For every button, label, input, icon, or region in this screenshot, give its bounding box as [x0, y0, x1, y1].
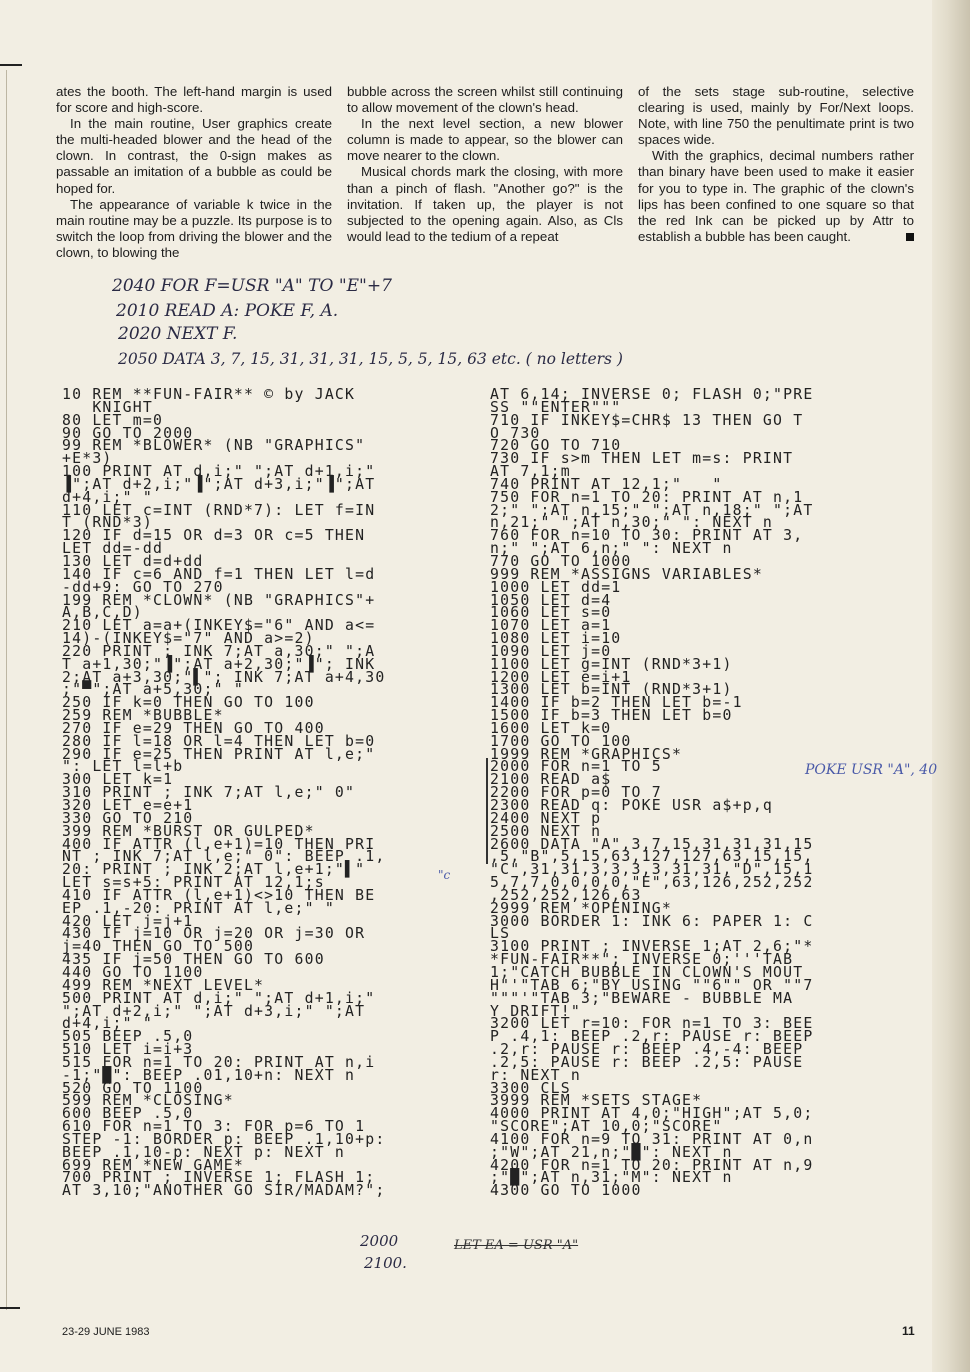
code-line: STEP -1: BORDER p: BEEP .1,10+p:	[62, 1130, 386, 1148]
code-line: 700 PRINT ; INVERSE 1; FLASH 1;	[62, 1169, 376, 1187]
code-line: +E*3)	[62, 450, 113, 468]
code-line: 4000 PRINT AT 4,0;"HIGH";AT 5,0;	[490, 1105, 814, 1123]
code-line: ▐";AT d+2,i;"▐";AT d+3,i;"▐";AT	[62, 475, 376, 493]
code-line: 80 LET m=0	[62, 411, 164, 429]
code-line: "SCORE";AT 10,0;"SCORE"	[490, 1118, 723, 1136]
code-line: 210 LET a=a+(INKEY$="6" AND a<=	[62, 617, 376, 635]
code-line: .2,5: PAUSE r: BEEP .2,5: PAUSE	[490, 1053, 804, 1071]
code-line: -dd+9: GO TO 270	[62, 578, 224, 596]
code-line: j=40 THEN GO TO 500	[62, 938, 255, 956]
code-line: 220 PRINT ; INK 7;AT a,30;" ";A	[62, 642, 376, 660]
code-line: 320 LET e=e+1	[62, 797, 194, 814]
code-line: 4300 GO TO 1000	[490, 1182, 642, 1200]
code-line: 10 REM **FUN-FAIR** © by JACK	[62, 386, 356, 403]
code-line: 399 REM *BURST OR GULPED*	[62, 822, 315, 840]
code-line: 250 IF k=0 THEN GO TO 100	[62, 694, 315, 712]
code-line: 290 IF e=25 THEN PRINT AT l,e;"	[62, 745, 376, 763]
code-line: NT ; INK 7;AT l,e;" 0": BEEP .1,	[62, 848, 386, 866]
code-line: 500 PRINT AT d,i;" ";AT d+1,i;"	[62, 989, 376, 1007]
code-line: 2999 REM *OPENING*	[490, 899, 672, 917]
footer-date: 23-29 JUNE 1983	[62, 1326, 150, 1338]
code-line: 710 IF INKEY$=CHR$ 13 THEN GO T	[490, 411, 804, 429]
page-binding	[932, 0, 970, 1372]
code-line: 505 BEEP .5,0	[62, 1028, 194, 1046]
paragraph: of the sets stage sub-routine, selective clearing is used, mainly by For/Next loops. Note, with line 750 the penultimate print is two spaces wide.	[638, 84, 914, 148]
code-line: 330 GO TO 210	[62, 809, 194, 827]
code-line: 699 REM *NEW GAME*	[62, 1156, 244, 1174]
code-line: ,252,252,126,63	[490, 886, 642, 904]
code-line: 1000 LET dd=1	[490, 578, 622, 596]
code-line: 280 IF l=18 OR l=4 THEN LET b=0	[62, 732, 376, 750]
code-line: 4100 FOR n=9 TO 31: PRINT AT 0,n	[490, 1130, 814, 1148]
code-line: 999 REM *ASSIGNS VARIABLES*	[490, 565, 763, 583]
code-line: 270 IF e=29 THEN GO TO 400	[62, 719, 325, 737]
handwritten-bracket	[486, 758, 491, 864]
code-line: ;"█";AT n,31;"M": NEXT n	[490, 1169, 733, 1187]
code-line: 3300 CLS	[490, 1079, 571, 1097]
paragraph: Musical chords mark the closing, with more than a pinch of flash. "Another go?" is the invitation. If taken up, the player is not subjected to the opening again. Also, as Cls would lead to the tedium of a repeat	[347, 164, 623, 244]
code-line: 3999 REM *SETS STAGE*	[490, 1092, 703, 1110]
code-line: KNIGHT	[62, 398, 153, 416]
code-line: ,5,"B",5,15,63,127,127,63,15,15,	[490, 848, 814, 866]
code-line: 120 IF d=15 OR d=3 OR c=5 THEN	[62, 527, 366, 545]
code-line: 3200 LET r=10: FOR n=1 TO 3: BEE	[490, 1015, 814, 1033]
code-line: n,21;" ";AT n,30;" ": NEXT n	[490, 514, 774, 532]
code-line: 5,7,7,0,0,0,0,"E",63,126,252,252	[490, 874, 814, 892]
article-column-1	[56, 84, 332, 261]
code-line: 140 IF c=6 AND f=1 THEN LET l=d	[62, 565, 376, 583]
code-line: 440 GO TO 1100	[62, 963, 204, 981]
code-line: LET s=s+5: PRINT AT 12,1;s	[62, 874, 325, 892]
code-line: d+4,i;" "	[62, 488, 153, 506]
handwritten-line-4: 2050 DATA 3, 7, 15, 31, 31, 31, 15, 5, 5, 15, 63 etc. ( no letters )	[118, 350, 623, 368]
code-line: 1060 LET s=0	[490, 604, 612, 622]
code-line: 2100 READ a$	[490, 771, 612, 789]
code-line: O 730	[490, 424, 541, 442]
code-line: 510 LET i=i+3	[62, 1041, 194, 1059]
top-rule	[0, 64, 22, 66]
code-line: 3000 BORDER 1: INK 6: PAPER 1: C	[490, 912, 814, 930]
code-line: 2;" ";AT n,15;" ";AT n,18;" ";AT	[490, 501, 814, 519]
bottom-rule	[0, 1307, 20, 1309]
paragraph: In the next level section, a new blower column is made to appear, so the blower can move nearer to the clown.	[347, 116, 623, 164]
code-line: 1070 LET a=1	[490, 617, 612, 635]
code-line: 750 FOR n=1 TO 20: PRINT AT n,1	[490, 488, 804, 506]
code-line: P .4,1: BEEP .2,r: PAUSE r: BEEP	[490, 1028, 814, 1046]
paragraph: The appearance of variable k twice in the main routine may be a puzzle. Its purpose is to switch the loop from driving the blower and the clown, to blowing the	[56, 196, 332, 260]
code-line: 1700 GO TO 100	[490, 732, 632, 750]
code-line: 520 GO TO 1100	[62, 1079, 204, 1097]
handwritten-bottom-2: 2100.	[364, 1254, 407, 1272]
code-line: AT 3,10;"ANOTHER GO SIR/MADAM?";	[62, 1182, 386, 1200]
code-line: 1300 LET b=INT (RND*3+1)	[490, 681, 733, 699]
code-line: 2500 NEXT n	[490, 822, 602, 840]
code-line: 515 FOR n=1 TO 20: PRINT AT n,i	[62, 1053, 376, 1071]
code-line: 2600 DATA "A",3,7,15,31,31,31,15	[490, 835, 814, 853]
code-line: 1100 LET g=INT (RND*3+1)	[490, 655, 733, 673]
code-line: 770 GO TO 1000	[490, 552, 632, 570]
code-line: ;"W";AT 21,n;"█": NEXT n	[490, 1143, 733, 1161]
code-line: A,B,C,D)	[62, 604, 143, 622]
basic-listing-right	[490, 386, 900, 1200]
handwritten-line-1: 2040 FOR F=USR "A" TO "E"+7	[112, 276, 392, 296]
code-line: """'"TAB 3;"BEWARE - BUBBLE MA	[490, 989, 794, 1007]
code-line: 1600 LET k=0	[490, 719, 612, 737]
code-line: 2200 FOR p=0 TO 7	[490, 784, 662, 802]
code-line: 300 LET k=1	[62, 771, 174, 789]
code-line: SS ""ENTER"""	[490, 398, 622, 416]
code-line: 720 GO TO 710	[490, 437, 622, 455]
code-line: 1;"CATCH BUBBLE IN CLOWN'S MOUT	[490, 963, 804, 981]
code-line: Y DRIFT!"	[490, 1002, 581, 1020]
code-line: 2;AT a+3,30;"▌"; INK 7;AT a+4,30	[62, 668, 386, 686]
code-line: 600 BEEP .5,0	[62, 1105, 194, 1123]
code-line: 130 LET d=d+dd	[62, 552, 204, 570]
code-line: 740 PRINT AT 12,1;" "	[490, 475, 723, 493]
handwritten-line-3: 2020 NEXT F.	[118, 324, 238, 344]
code-line: 14)-(INKEY$="7" AND a>=2)	[62, 630, 315, 648]
code-line: 435 IF j=50 THEN GO TO 600	[62, 951, 325, 969]
code-line: T a+1,30;"▐";AT a+2,30;"▐"; INK	[62, 655, 376, 673]
code-line: 199 REM *CLOWN* (NB "GRAPHICS"+	[62, 591, 376, 609]
code-line: 310 PRINT ; INK 7;AT l,e;" 0"	[62, 784, 356, 802]
code-line: 410 IF ATTR (l,e+1)<>10 THEN BE	[62, 886, 376, 904]
end-of-article-mark	[906, 233, 914, 241]
code-line: 99 REM *BLOWER* (NB "GRAPHICS"	[62, 437, 366, 455]
code-line: LS	[490, 925, 511, 943]
code-line: EP .1,-20: PRINT AT l,e;" "	[62, 899, 335, 917]
code-line: T (RND*3)	[62, 514, 153, 532]
code-line: 610 FOR n=1 TO 3: FOR p=6 TO 1	[62, 1118, 366, 1136]
paragraph: ates the booth. The left-hand margin is used for score and high-score.	[56, 84, 332, 116]
code-line: 1080 LET i=10	[490, 630, 622, 648]
code-line: d+4,i;" "	[62, 1015, 153, 1033]
code-line: 599 REM *CLOSING*	[62, 1092, 234, 1110]
code-line: AT 7,1;m	[490, 463, 571, 481]
code-line: 2000 FOR n=1 TO 5	[490, 758, 662, 776]
code-line: r: NEXT n	[490, 1066, 581, 1084]
code-line: ;"▀";AT a+5,30;" "	[62, 681, 244, 699]
code-line: 3100 PRINT ; INVERSE 1;AT 2,6;"*	[490, 938, 814, 956]
code-line: 2400 NEXT p	[490, 809, 602, 827]
page-number: 11	[902, 1324, 915, 1338]
article-column-3	[638, 84, 914, 261]
margin-line	[6, 70, 7, 1310]
code-line: 430 IF j=10 OR j=20 OR j=30 OR	[62, 925, 366, 943]
code-line: AT 6,14; INVERSE 0; FLASH 0;"PRE	[490, 386, 814, 403]
code-line: 1050 LET d=4	[490, 591, 612, 609]
code-line: -1;"█": BEEP .01,10+n: NEXT n	[62, 1066, 356, 1084]
code-line: 760 FOR n=10 TO 30: PRINT AT 3,	[490, 527, 804, 545]
paragraph	[638, 148, 914, 245]
handwritten-bottom-1: 2000	[360, 1232, 399, 1250]
code-line: 20: PRINT ; INK 2;AT l,e+1;"▌"	[62, 861, 366, 879]
code-line: 420 LET j=j+1	[62, 912, 194, 930]
code-line: ": LET l=l+b	[62, 758, 184, 776]
handwritten-margin-note: POKE USR "A", 40	[805, 762, 938, 778]
code-line: 400 IF ATTR (l,e+1)=10 THEN PRI	[62, 835, 376, 853]
paragraph: In the main routine, User graphics create the multi-headed blower and the head of the clown. In contrast, the 0-sign makes as passable an imitation of a bubble as could be hoped for.	[56, 116, 332, 196]
article-column-2	[347, 84, 623, 261]
article-text	[56, 84, 916, 261]
code-line: 730 IF s>m THEN LET m=s: PRINT	[490, 450, 794, 468]
code-line: .2,r: PAUSE r: BEEP .4,-4: BEEP	[490, 1041, 804, 1059]
code-line: 4200 FOR n=1 TO 20: PRINT AT n,9	[490, 1156, 814, 1174]
basic-listing-left	[62, 386, 472, 1200]
code-line: 110 LET c=INT (RND*7): LET f=IN	[62, 501, 376, 519]
code-line: 100 PRINT AT d,i;" ";AT d+1,i;"	[62, 463, 376, 481]
code-line: 1400 IF b=2 THEN LET b=-1	[490, 694, 743, 712]
code-line: 499 REM *NEXT LEVEL*	[62, 976, 265, 994]
code-line: ";AT d+2,i;" ";AT d+3,i;" ";AT	[62, 1002, 366, 1020]
handwritten-side-note: "c	[438, 868, 451, 882]
code-line: 1200 LET e=i+1	[490, 668, 632, 686]
handwritten-line-2: 2010 READ A: POKE F, A.	[116, 301, 339, 321]
code-line: *FUN-FAIR**"; INVERSE 0;'''TAB	[490, 951, 794, 969]
code-line: 90 GO TO 2000	[62, 424, 194, 442]
code-line: "C",31,31,3,3,3,3,31,31,"D",15,1	[490, 861, 814, 879]
struck-out-note: LET EA = USR "A"	[454, 1238, 579, 1253]
code-line: BEEP .1,10-p: NEXT p: NEXT n	[62, 1143, 346, 1161]
code-line: 259 REM *BUBBLE*	[62, 707, 224, 725]
paragraph: bubble across the screen whilst still continuing to allow movement of the clown's head.	[347, 84, 623, 116]
code-line: n;" ";AT 6,n;" ": NEXT n	[490, 540, 733, 558]
code-line: 1500 IF b=3 THEN LET b=0	[490, 707, 733, 725]
code-line: H"'"TAB 6;"BY USING ""6"" OR ""7	[490, 976, 814, 994]
code-line: 1999 REM *GRAPHICS*	[490, 745, 683, 763]
code-line: 2300 READ q: POKE USR a$+p,q	[490, 797, 774, 814]
paragraph-text: With the graphics, decimal numbers rather than binary have been used to make it easier for you to type in. The graphic of the clown's lips has been confined to one square so that the red Ink can be picked up by Attr to establish a bubble has been caught.	[638, 148, 914, 244]
code-line: LET dd=-dd	[62, 540, 164, 558]
code-line: 1090 LET j=0	[490, 642, 612, 660]
